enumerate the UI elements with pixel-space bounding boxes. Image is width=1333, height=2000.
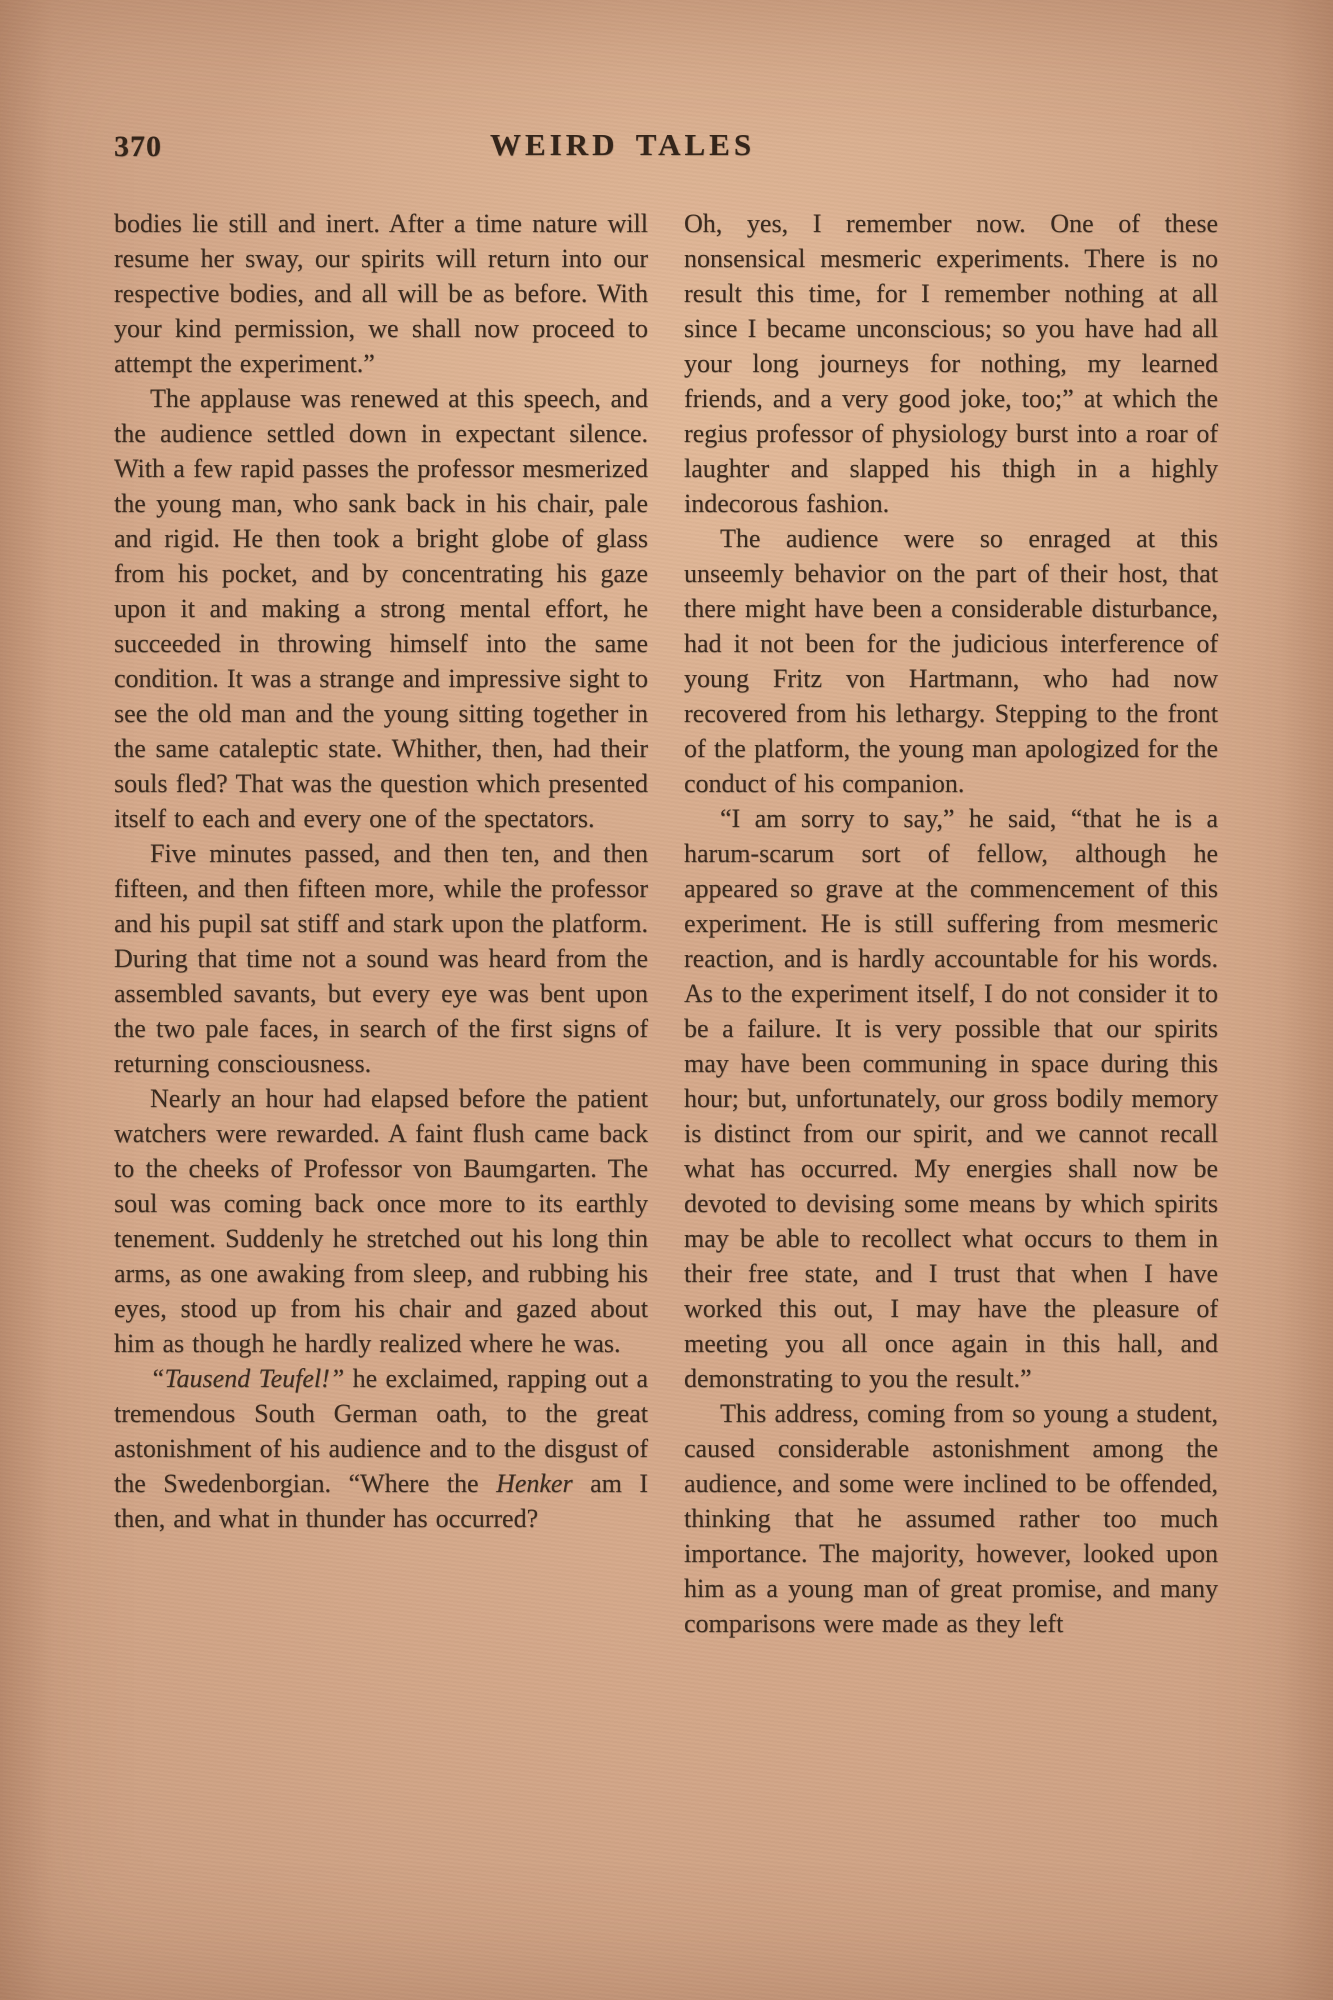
page-number: 370: [114, 130, 162, 163]
paragraph: [114, 836, 648, 1081]
text-column-right: [684, 206, 1218, 1641]
text-segment: he exclaimed, rapping out a tremendous South German oath, to the great astonishment of his audience and to the disgust of the Swedenborgian. “Where the: [114, 1364, 648, 1498]
paragraph: [114, 381, 648, 836]
text-segment: Oh, yes, I remember now. One of these nonsensical mesmeric experiments. There is no result this time, for I remember nothing at all since I became unconscious; so you have had all your long journeys for nothing, my learned friends, and a very good joke, too;” at which the regius professor of physiology burst into a roar of laughter and slapped his thigh in a highly indecorous fashion.: [684, 209, 1218, 518]
text-segment: This address, coming from so young a student, caused considerable astonishment among the audience, and some were inclined to be offended, thinking that he assumed rather too much importance. The majority, however, looked upon him as a young man of great promise, and many comparisons were made as they left: [684, 1399, 1218, 1638]
text-segment: Nearly an hour had elapsed before the patient watchers were rewarded. A faint flush came back to the cheeks of Professor von Baumgarten. The soul was coming back once more to its earthly tenement. Suddenly he stretched out his long thin arms, as one awaking from sleep, and rubbing his eyes, stood up from his chair and gazed about him as though he hardly realized where he was.: [114, 1084, 648, 1358]
paragraph: [684, 521, 1218, 801]
text-segment: The audience were so enraged at this unseemly behavior on the part of their host, that there might have been a considerable disturbance, had it not been for the judicious interference of young Fritz von Hartmann, who had now recovered from his lethargy. Stepping to the front of the platform, the young man apologized for the conduct of his companion.: [684, 524, 1218, 798]
paragraph: [684, 1396, 1218, 1641]
paragraph: [114, 1361, 648, 1536]
text-segment: “I am sorry to say,” he said, “that he is a harum-scarum sort of fellow, although he appeared so grave at the commencement of this experiment. He is still suffering from mesmeric reaction, and is hardly accountable for his words. As to the experiment itself, I do not consider it to be a failure. It is very possible that our spirits may have been communing in space during this hour; but, unfortunately, our gross bodily memory is distinct from our spirit, and we cannot recall what has occurred. My energies shall now be devoted to devising some means by which spirits may be able to recollect what occurs to them in their free state, and I trust that when I have worked this out, I may have the pleasure of meeting you all once again in this hall, and demonstrating to you the result.”: [684, 804, 1218, 1393]
text-segment: The applause was renewed at this speech, and the audience settled down in expectant silence. With a few rapid passes the professor mesmerized the young man, who sank back in his chair, pale and rigid. He then took a bright globe of glass from his pocket, and by concentrating his gaze upon it and making a strong mental effort, he succeeded in throwing himself into the same condition. It was a strange and impressive sight to see the old man and the young sitting together in the same cataleptic state. Whither, then, had their souls fled? That was the question which presented itself to each and every one of the spectators.: [114, 384, 648, 833]
italic-text-segment: Henker: [496, 1469, 573, 1498]
italic-text-segment: “Tausend Teufel!”: [150, 1364, 345, 1393]
paragraph: [684, 206, 1218, 521]
page-title: WEIRD TALES: [490, 127, 756, 162]
text-segment: bodies lie still and inert. After a time nature will resume her sway, our spirits will return into our respective bodies, and all will be as before. With your kind permission, we shall now proceed to attempt the experiment.”: [114, 209, 648, 378]
paragraph: [684, 801, 1218, 1396]
text-segment: Five minutes passed, and then ten, and then fifteen, and then fifteen more, while the professor and his pupil sat stiff and stark upon the platform. During that time not a sound was heard from the assembled savants, but every eye was bent upon the two pale faces, in search of the first signs of returning consciousness.: [114, 839, 648, 1078]
paragraph: [114, 1081, 648, 1361]
text-column-left: [114, 206, 648, 1536]
paragraph: [114, 206, 648, 381]
text-segment: am I then, and what in thunder has occurred?: [114, 1469, 648, 1533]
